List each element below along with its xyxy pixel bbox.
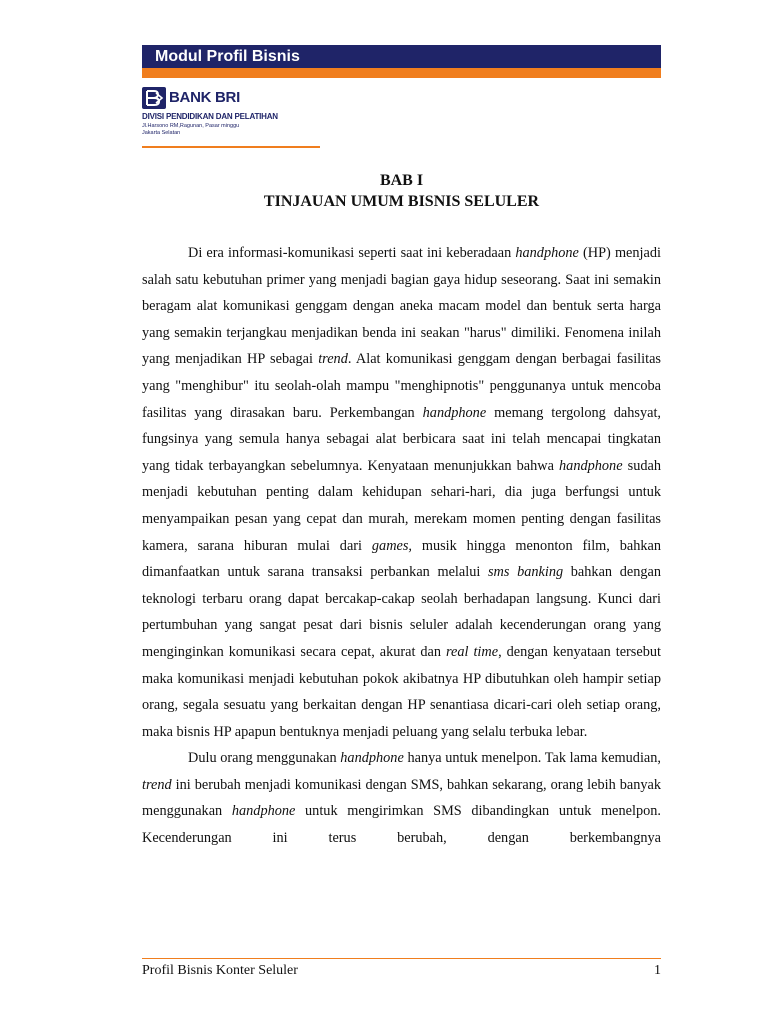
body-text: [142, 240, 661, 852]
header-bar: [142, 45, 661, 68]
logo-address-line2: Jakarta Selatan: [142, 129, 181, 136]
logo-address: [142, 123, 292, 136]
chapter-title: TINJAUAN UMUM BISNIS SELULER: [263, 193, 540, 210]
italic-term: sms banking: [487, 564, 564, 581]
bank-bri-logo: [142, 87, 322, 145]
italic-term: handphone: [231, 803, 296, 820]
logo-name: BANK BRI: [169, 89, 240, 106]
italic-term: real time: [446, 643, 499, 660]
bri-logo-icon: [142, 87, 166, 109]
chapter-number: BAB I: [379, 172, 424, 189]
italic-term: handphone: [515, 245, 579, 261]
paragraph: Dulu orang menggunakan handphone hanya untuk menelpon. Tak lama kemudian, trend ini berubah menjadi komunikasi dengan SMS, bahkan sekarang, orang lebih banyak menggunakan handphone untuk mengirimkan SMS dibandingkan untuk menelpon. Kecenderungan ini terus berubah, dengan berkembangnya: [142, 750, 661, 847]
logo-division: DIVISI PENDIDIKAN DAN PELATIHAN: [142, 112, 278, 121]
footer-title: Profil Bisnis Konter Seluler: [142, 963, 298, 978]
footer-divider: [142, 958, 661, 959]
italic-term: handphone: [422, 404, 487, 421]
italic-term: handphone: [559, 457, 623, 474]
page-number: 1: [654, 963, 661, 978]
header-title: Modul Profil Bisnis: [155, 48, 300, 65]
logo-underline: [142, 146, 320, 148]
italic-term: trend: [142, 776, 172, 793]
italic-term: trend: [318, 351, 348, 368]
italic-term: games,: [371, 537, 412, 554]
logo-address-line1: Jl.Harsono RM,Ragunan, Pasar minggu: [142, 123, 240, 129]
chapter-heading: [142, 170, 661, 212]
header-accent-stripe: [142, 68, 661, 78]
italic-term: handphone: [340, 750, 404, 767]
paragraph: Di era informasi-komunikasi seperti saat ini keberadaan handphone (HP) menjadi salah satu kebutuhan primer yang menjadi bagian gaya hidup seseorang. Saat ini semakin beragam alat komunikasi genggam dengan aneka macam model dan bentuk serta harga yang semakin terjangkau menjadikan benda ini seakan "harus" dimiliki. Fenomena inilah yang menjadikan HP sebagai trend. Alat komunikasi genggam dengan berbagai fasilitas yang "menghibur" itu seolah-olah mampu "menghipnotis" penggunanya untuk mencoba fasilitas yang dirasakan baru. Perkembangan handphone memang tergolong dahsyat, fungsinya yang semula hanya sebagai alat berbicara saat ini telah mencapai tingkatan yang tidak terbayangkan sebelumnya. Kenyataan menunjukkan bahwa handphone sudah menjadi kebutuhan penting dalam kehidupan sehari-hari, dia juga berfungsi untuk menyampaikan pesan yang cepat dan murah, merekam momen penting dengan fasilitas kamera, sarana hiburan mulai dari games, musik hingga menonton film, bahkan dimanfaatkan untuk sarana transaksi perbankan melalui sms banking bahkan dengan teknologi terbaru orang dapat bercakap-cakap seolah berhadapan langsung. Kunci dari pertumbuhan yang sangat pesat dari bisnis seluler adalah kecenderungan orang yang menginginkan komunikasi secara cepat, akurat dan real time, dengan kenyataan tersebut maka komunikasi menjadi kebutuhan pokok akibatnya HP dibutuhkan oleh hampir setiap orang, segala sesuatu yang berkaitan dengan HP senantiasa dicari-cari oleh setiap orang, maka bisnis HP apapun bentuknya menjadi peluang yang selalu terbuka lebar.: [142, 245, 662, 740]
